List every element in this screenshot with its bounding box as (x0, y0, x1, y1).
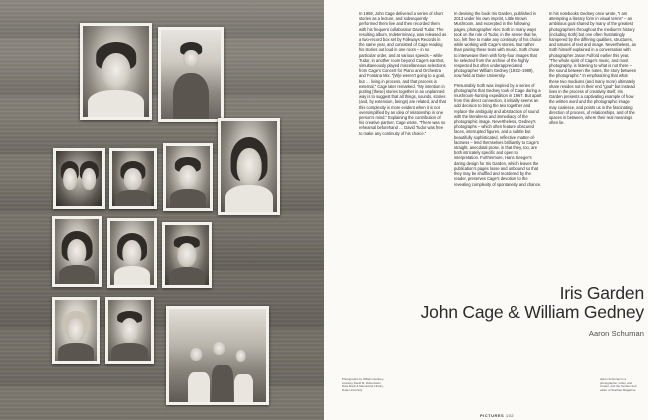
text-column-1 (359, 11, 447, 140)
article-title-block (352, 284, 644, 338)
photo-young-boy (162, 222, 212, 288)
column-2-paragraph-2: Presumably Soth was inspired by a series of photographs that Gedney took of Cage during a mushroom-hunting expedition in 1967. But apart from this direct connection, it initially seems an odd decision to bring the two together and replace the ambiguity and abstraction of sound with the literalness and immediacy of the photographic image. Nevertheless, Gedney's photographs – which often feature obscured faces, interrupted figures, and a subtle but beautifully sophisticated, reflective matter-of-factness – lend themselves brilliantly to Cage's straight, anecdotal prose, in that they, too, are both intricately specific and open to interpretation. Furthermore, Hans Seeger's daring design for Iris Garden, which leaves the publication's pages loose and unbound so that they may be shuffled and reordered by the reader, preserves Cage's devotion to the revealing complexity of spontaneity and chance. (454, 82, 542, 187)
column-3-paragraph-1: In his notebooks Gedney once wrote, "I am attempting a literary form in visual terms" – an ambitious goal shared by many of the greatest photographers throughout the medium's history (including Soth) but one often frustratingly hampered by the differing qualities, structures, and natures of text and image. Nevertheless, as Soth himself explained in a conversation with photographer Jason Fulford earlier this year, "The whole spirit of Cage's music, and most photography, is listening to what is not there – the sound between the notes, the story between the photographs." In emphasizing that what these two mediums (and many more) ultimately share resides not in their end "goal" but instead lives in the process of creativity itself, Iris Garden presents a captivating example of how the written word and the photographic image may coalesce, and points us in the fascinating direction of process, of relationships, and of the spaces in between, where their real meanings often lie. (549, 11, 637, 126)
photo-smiling-boy (163, 143, 213, 211)
photo-young-man (109, 148, 157, 209)
photo-woman-portrait (80, 23, 152, 120)
column-1-paragraph-1: In 1959, John Cage delivered a series of short stories as a lecture, and subsequently performed them live and then recorded them with his frequent collaborator David Tudor. The resulting album, Indeterminacy, was released as a two-record box set by Folkways Records in the same year, and consisted of Cage reading his stories out loud in one room – in no particular order, and at various speeds – while Tudor, in another room beyond Cage's earshot, simultaneously played miscellaneous selections from Cage's Concert for Piano and Orchestra and Fontana Mix. "[W]e weren't going to a goal, but … living in process, and that process is external," Cage later remarked. "My intention in putting [these] stories together in an unplanned way is to suggest that all things, sounds, stories (and, by extension, beings) are related, and that this complexity is more evident when it is not oversimplified by an idea of relationship in one person's mind." Explaining the contribution of his creative partner, Cage wrote, "There was no rehearsal beforehand … David Tudor was free to make any continuity of his choice." (359, 11, 447, 136)
text-column-3 (549, 11, 637, 129)
article-subtitle: John Cage & William Gedney (420, 302, 644, 322)
photo-seated-man (158, 27, 224, 122)
article-title: Iris Garden (559, 283, 644, 303)
folio-page-number: 102 (505, 413, 515, 418)
photo-blonde-girl (52, 297, 100, 364)
photo-two-young-men (53, 148, 105, 209)
text-column-2 (454, 11, 542, 191)
photo-girl-bob (52, 216, 102, 287)
photo-children-outdoors (166, 306, 269, 405)
photo-smiling-girl (107, 218, 157, 288)
folio-section: PICTURES (480, 413, 505, 418)
photo-boy-short-hair (105, 297, 154, 364)
author-bio-caption: Aaron Schuman is a photographer, writer, and curator, and the founder and editor of SeeSaw Magazine. (600, 377, 637, 393)
column-2-paragraph-1: In devising the book Iris Garden, published in 2013 under his own imprint, Little Brown Mushroom, and excerpted in the following pages, photographer Alec Soth in many ways took on the role of Tudor, in the sense that he, too, felt free to make any continuity of his choice while working with Cage's stories. But rather than pairing these texts with music, Soth chose to interweave them with forty-four images that he selected from the archive of the highly respected but often underappreciated photographer William Gedney (1932–1989), now held at Duke University. (454, 11, 542, 79)
photo-credit-caption: Photographs by William Gedney, courtesy David M. Rubenstein Rare Book & Manuscript Library, Duke University. (342, 377, 384, 393)
author-byline: Aaron Schuman (588, 329, 644, 338)
page-folio (480, 413, 514, 418)
photo-dark-haired-girl (218, 118, 280, 215)
